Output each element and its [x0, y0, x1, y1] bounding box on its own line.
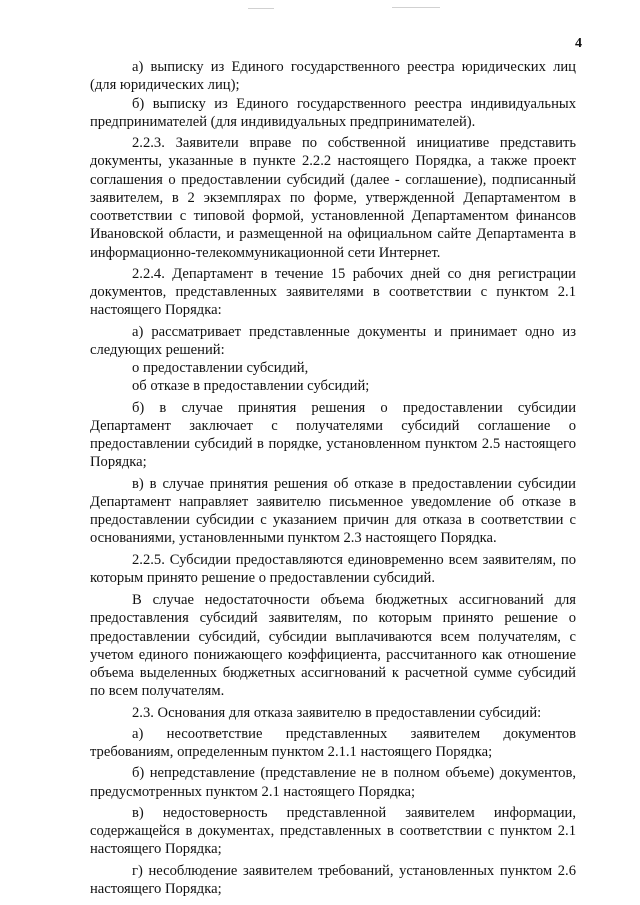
paragraph-2-2-4-a: а) рассматривает представленные документы и принимает одно из следующих решений:: [90, 323, 576, 358]
paragraph-2-3-b: б) непредставление (представление не в полном объеме) документов, предусмотренных пунктом 2.1 настоящего Порядка;: [90, 765, 576, 800]
paragraph-insufficient-funds: В случае недостаточности объема бюджетных ассигнований для предоставления субсидий заявителям, по которым принято решение о предоставлении субсидий, субсидии выплачиваются всем получателям, с учетом единого понижающего коэффициента, рассчитанного как отношение объема выделенных бюджетных ассигнований к расчетной сумме субсидий по всем получателям.: [90, 592, 576, 700]
paragraph-2-2-4-b: б) в случае принятия решения о предоставлении субсидии Департамент заключает с получателями субсидий соглашение о предоставлении субсидий в порядке, установленном пунктом 2.5 настоящего Порядка;: [90, 399, 576, 471]
document-body: [90, 58, 576, 898]
paragraph-decision-refusal: об отказе в предоставлении субсидий;: [132, 378, 370, 395]
scan-artifact: [392, 7, 440, 8]
paragraph-2-2-3: 2.2.3. Заявители вправе по собственной инициативе представить документы, указанные в пункте 2.2.2 настоящего Порядка, а также проект соглашения о предоставлении субсидий (далее - соглашение), подписанный заявителем, в 2 экземплярах по форме, утвержденной Департаментом в соответствии с типовой формой, установленной Департаментом финансов Ивановской области, и размещенной на официальном сайте Департамента в информационно-телекоммуникационной сети Интернет.: [90, 135, 576, 261]
scan-artifact: [248, 8, 274, 9]
paragraph-2-2-4: 2.2.4. Департамент в течение 15 рабочих дней со дня регистрации документов, представленных заявителями в соответствии с пунктом 2.1 настоящего Порядка:: [90, 265, 576, 319]
paragraph-decision-grant: о предоставлении субсидий,: [132, 360, 309, 376]
paragraph-2-2-4-v: в) в случае принятия решения об отказе в предоставлении субсидии Департамент направляет заявителю письменное уведомление об отказе в предоставлении субсидии с указанием причин для отказа в соответствии с основаниями, установленными пунктом 2.3 настоящего Порядка.: [90, 475, 576, 547]
paragraph-extract-entrepreneurs: б) выписку из Единого государственного реестра индивидуальных предпринимателей (для индивидуальных предпринимателей).: [90, 95, 576, 130]
paragraph-2-3-v: в) недостоверность представленной заявителем информации, содержащейся в документах, представленных в соответствии с пунктом 2.1 настоящего Порядка;: [90, 804, 576, 858]
paragraph-2-2-5: 2.2.5. Субсидии предоставляются единовременно всем заявителям, по которым принято решение о предоставлении субсидий.: [90, 551, 576, 586]
paragraph-extract-legal-entities: а) выписку из Единого государственного реестра юридических лиц (для юридических лиц);: [90, 59, 576, 94]
page-number: 4: [575, 36, 582, 51]
paragraph-2-3-g: г) несоблюдение заявителем требований, установленных пунктом 2.6 настоящего Порядка;: [90, 862, 576, 897]
paragraph-2-3: 2.3. Основания для отказа заявителю в предоставлении субсидий:: [132, 704, 542, 721]
paragraph-2-3-a: а) несоответствие представленных заявителем документов требованиям, определенным пунктом 2.1.1 настоящего Порядка;: [90, 725, 576, 760]
